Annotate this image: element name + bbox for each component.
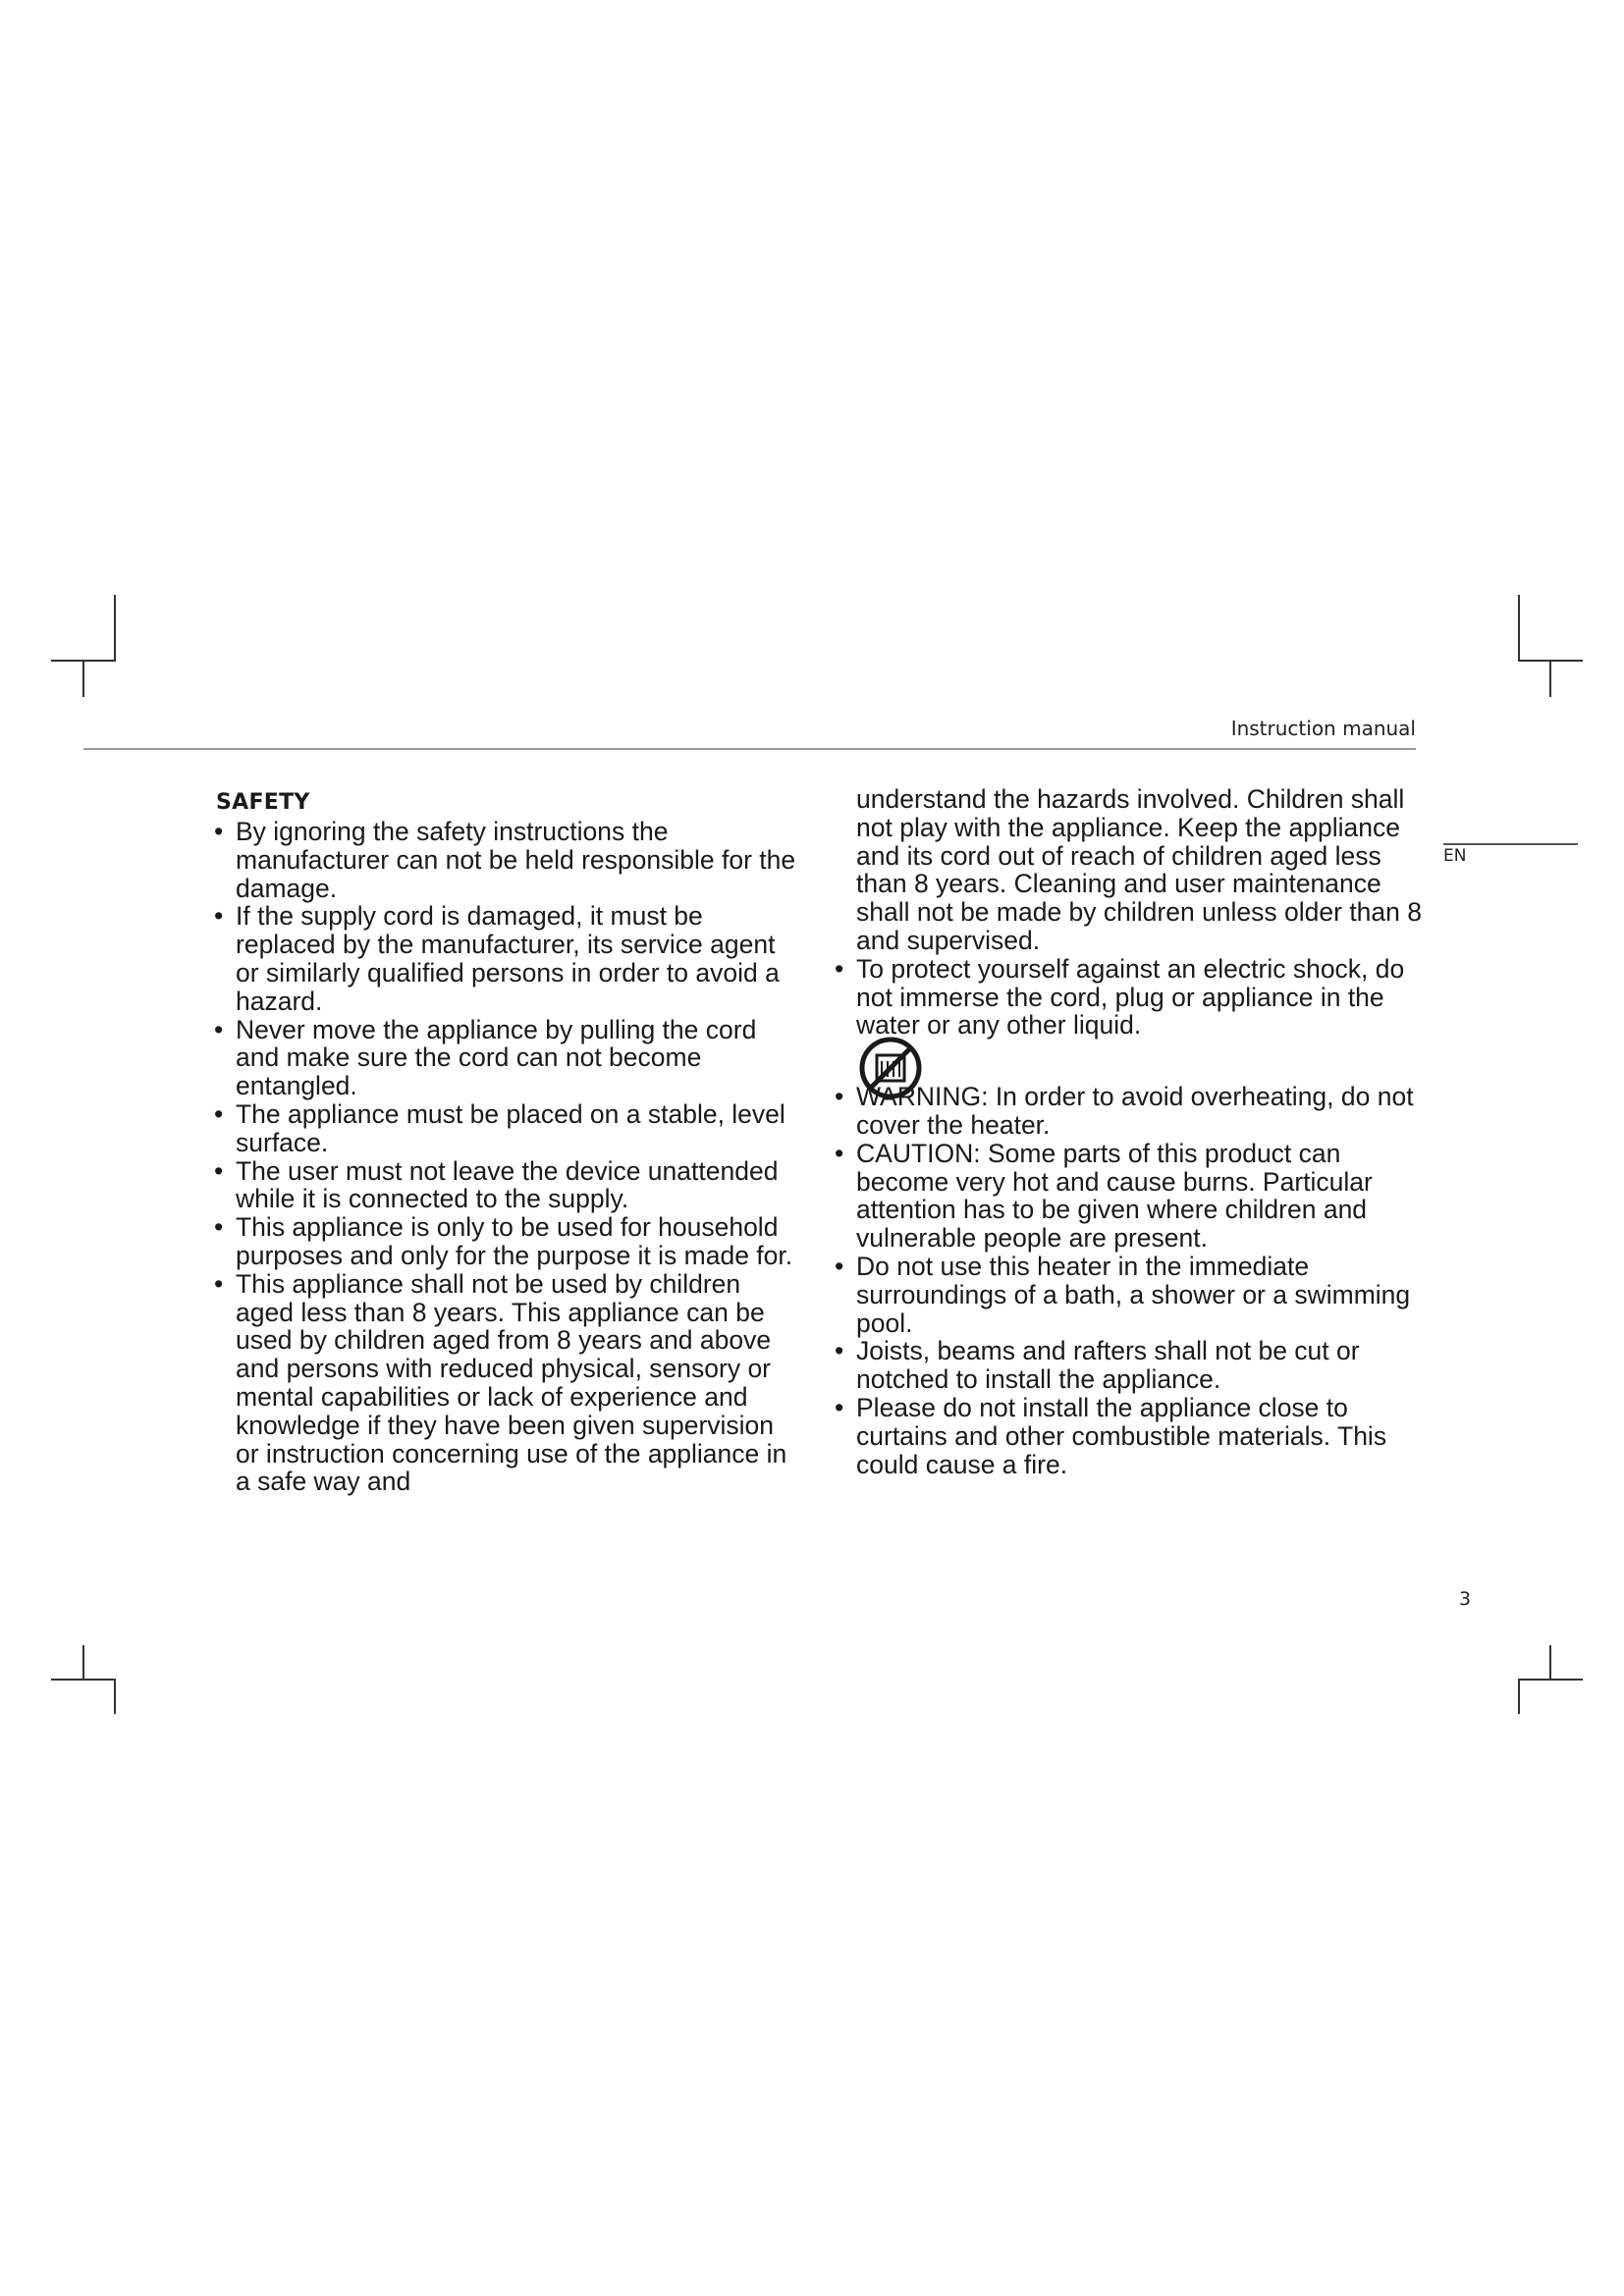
bullet: •	[214, 901, 224, 932]
safety-list-right	[835, 955, 1424, 1479]
warning-list-item: • WARNING: In order to avoid overheating, do not cover the heater.	[835, 1083, 1424, 1140]
safety-left-column	[214, 785, 803, 1496]
bullet: •	[214, 817, 224, 846]
language-tab-divider	[1443, 843, 1578, 845]
list-item: • The user must not leave the device unattended while it is connected to the supply.	[214, 1155, 779, 1214]
list-item: • This appliance shall not be used by children aged less than 8 years. This appliance can be used by children aged from 8 years and above and persons with reduced physical, sensory or mental capabilities or lack of experience and knowledge if they have been given supervision or instruction concerning use of the appliance in a safe way and	[214, 1268, 787, 1497]
bullet: •	[214, 1155, 224, 1186]
page-number: 3	[1459, 1588, 1472, 1610]
bullet: •	[835, 1336, 844, 1366]
do-not-cover-icon	[858, 1036, 923, 1100]
bullet: •	[835, 1138, 844, 1168]
bullet: •	[835, 1392, 844, 1422]
continued-paragraph: understand the hazards involved. Children shall not play with the appliance. Keep the appliance and its cord out of reach of children aged less than 8 years. Cleaning and user maintenance shall not be made by children unless older than 8 and supervised.	[856, 784, 1422, 955]
list-item: • The appliance must be placed on a stable, level surface.	[214, 1098, 785, 1157]
safety-list-left	[214, 818, 803, 1496]
bullet: •	[214, 1014, 224, 1044]
section-heading: SAFETY	[216, 790, 310, 815]
list-item: • This appliance is only to be used for household purposes and only for the purpose it is made for.	[214, 1212, 793, 1270]
list-item: • CAUTION: Some parts of this product can become very hot and cause burns. Particular attention has to be given where children and vulnerable people are present.	[835, 1138, 1373, 1254]
safety-right-column	[835, 785, 1424, 1478]
list-item: • Joists, beams and rafters shall not be cut or notched to install the appliance.	[835, 1336, 1360, 1395]
bullet: •	[835, 1082, 844, 1112]
bullet: •	[214, 1268, 224, 1299]
list-item: • Do not use this heater in the immediate surroundings of a bath, a shower or a swimming pool.	[835, 1251, 1411, 1338]
list-item: • To protect yourself against an electric shock, do not immerse the cord, plug or appliance in the water or any other liquid.	[835, 953, 1405, 1041]
list-item: • Never move the appliance by pulling the cord and make sure the cord can not become entangled.	[214, 1014, 757, 1101]
bullet: •	[214, 1098, 224, 1129]
header-divider	[83, 748, 1416, 750]
list-item: • Please do not install the appliance close to curtains and other combustible materials. This could cause a fire.	[835, 1392, 1387, 1479]
bullet: •	[835, 1251, 844, 1281]
list-item: • If the supply cord is damaged, it must be replaced by the manufacturer, its service agent or similarly qualified persons in order to avoid a hazard.	[214, 901, 780, 1016]
header-title: Instruction manual	[1230, 717, 1416, 740]
language-tab: EN	[1443, 846, 1467, 866]
bullet: •	[214, 1212, 224, 1243]
list-item: • By ignoring the safety instructions the manufacturer can not be held responsible for the damage.	[214, 817, 796, 903]
bullet: •	[835, 953, 844, 984]
